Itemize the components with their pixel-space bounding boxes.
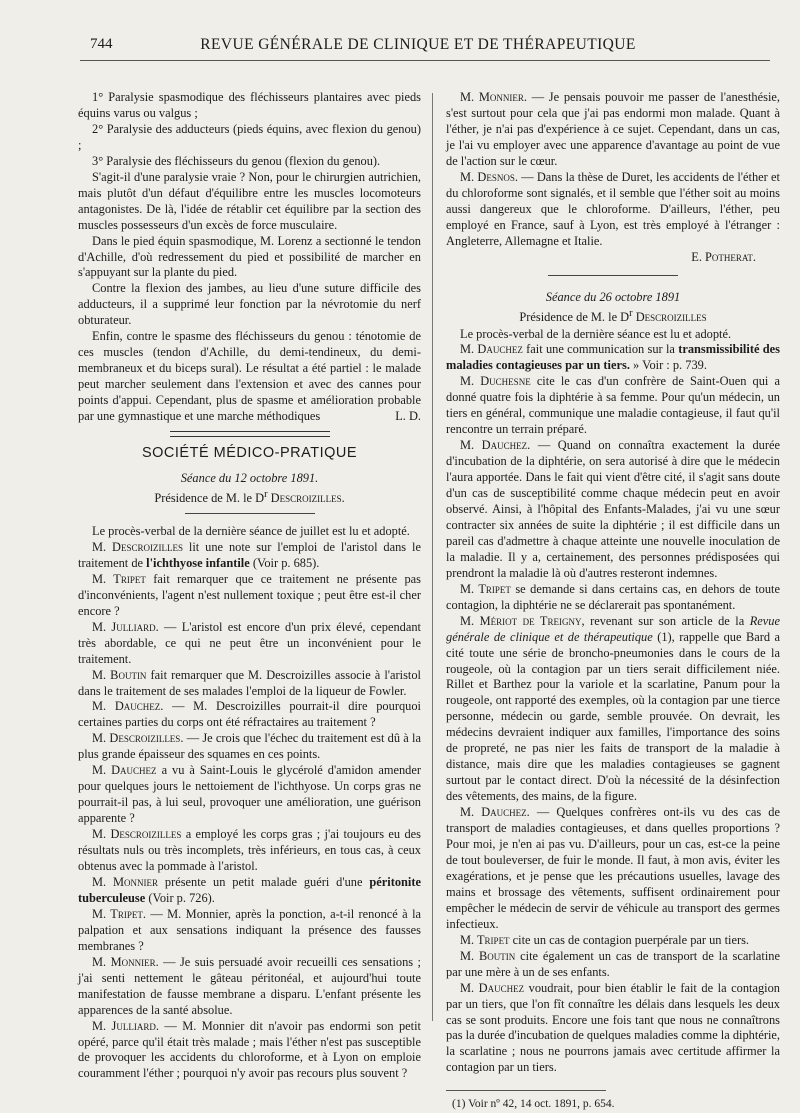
speaker: M. Tripet [460,932,510,947]
paragraph [446,170,780,250]
speaker: M. Dauchez. [92,699,164,714]
text: fait une communication sur la [526,342,675,357]
text: revenant sur son article de la [590,613,745,628]
paragraph-text: Enfin, contre le spasme des fléchisseurs du genou : ténotomie de ces muscles (tendon d'Achille, du demi-tendineux, du demi-membraneux et du biceps sural). Le résultat a été partiel : le malade peut marcher seulement dans l'extension et avec des cannes pour points d'appui. Cependant, plus de spasme et amélioration probable par une gymnastique et une marche méthodiques [78,329,421,424]
topic-bold: l'ichthyose infantile [146,555,250,570]
paragraph [446,949,780,981]
speaker: M. Dauchez. [460,438,531,453]
column-divider [432,93,433,1021]
presidence-prefix: Présidence de M. le D [154,491,265,506]
speaker: M. Tripet [460,581,511,596]
speaker: M. Monnier [92,874,158,889]
page-header [78,36,758,58]
speaker: M. Monnier. [92,954,159,969]
paragraph: S'agit-il d'une paralysie vraie ? Non, pour le chirurgien autrichien, mais plutôt d'un défaut d'équilibre entre les muscles locomoteurs antagonistes. De là, l'idée de rétablir cet équilibre par la section des muscles possesseurs d'un excès de force musculaire. [78,169,421,232]
text: — Quelques confrères ont-ils vu des cas de transport de maladies contagieuses, et dans quelles proportions ? Pour moi, je n'en ai pas vu. D'ailleurs, pour un cas, est-ce la peine de tout bouleverser, de fuir le monde. Il faut, à mon avis, éviter les exagérations, et je pense que les précautions usuelles, lavage des mains et brossage des vêtements, suffisent ordinairement pour empêcher le médecin de servir de véhicule au transport des germes infectieux. [446,805,780,931]
paragraph [446,438,780,582]
text: » Voir : p. 739. [633,358,707,373]
paragraph: Le procès-verbal de la dernière séance de juillet est lu et adopté. [92,524,410,538]
short-rule [548,275,678,276]
paragraph [78,329,421,425]
journal-title: Revue générale de clinique et de thérapeutique [446,613,780,644]
paragraph [78,572,421,620]
speaker: M. Descroizilles. [92,731,184,746]
society-title: SOCIÉTÉ MÉDICO-PRATIQUE [141,445,358,462]
text: — Dans la thèse de Duret, les accidents de l'éther et du chloroforme sont signalés, et il semble que l'éther soit au moins aussi dangereux que le chloroforme. D'ailleurs, l'éther, peu employé en France, sauf à Lyon, est très employé à l'étranger : Angleterre, Allemagne et Italie. [446,169,780,248]
paragraph [78,827,421,875]
paragraph [78,699,421,731]
speaker: M. Julliard. [92,1018,159,1033]
paragraph: Dans le pied équin spasmodique, M. Lorenz a sectionné le tendon d'Achille, d'où redressement du pied et possibilité de marcher en s'appuyant sur la plante du pied. [78,233,421,280]
text: (1), rappelle que Bard a cité toute une série de broncho-pneumonies dans le cours de la rougeole, où la contagion par un tiers serait difficilement niée. Rillet et Barthez pour la variole et la scarlatine, Panum pour la rougeole, ont rapporté des exemples, où la contagion par une tierce personne, médecin ou garde, semble prouvée. On devrait, les médecins devraient indiquer aux familles, l'importance des soins de propreté, ne pas nier les faits de transport de la maladie à distance, mais dire que les maladies contagieuses se gagnent surtout par le contact direct. D'où la nécessité de la désinfection des vêtements, des mains, de la figure. [446,629,780,804]
speaker: M. Boutin [460,948,516,963]
text: a vu à Saint-Louis le glycérolé d'amidon amender pour quelques jours le nettoiement de l'ichthyose. Un corps gras ne pourrait-il pas, à lui seul, provoquer une amélioration, une guérison apparente ? [78,763,421,826]
right-column [446,90,780,1113]
paragraph [446,374,780,438]
speaker: M. Dauchez [92,763,157,778]
author-signature: E. Potherat. [691,249,756,264]
text: (Voir p. 726). [148,890,215,905]
topic-bold: transmissibilité des maladies contagieuses par un tiers. [446,342,780,373]
speaker: M. Duchesne [460,374,531,389]
footnote: (1) Voir nº 42, 14 oct. 1891, p. 654. [452,1098,615,1111]
paragraph [446,805,780,933]
seance-date: Séance du 12 octobre 1891. [180,470,319,485]
paragraph [446,933,780,949]
text: fait remarquer que M. Descroizilles associe à l'aristol dans le traitement de ses malades l'emploi de la liqueur de Fowler. [78,667,421,698]
paragraph [78,955,421,1019]
paragraph [78,668,421,700]
speaker: M. Dauchez [460,980,525,995]
speaker: M. Descroizilles [92,827,182,842]
paragraph: Le procès-verbal de la dernière séance est lu et adopté. [460,326,732,341]
section-ornament [78,427,421,441]
text: cite un cas de contagion puerpérale par un tiers. [512,932,750,947]
presidence-sup: r [629,308,633,320]
text: présente un petit malade guéri d'une [164,874,363,889]
text: fait remarquer que ce traitement ne présente pas d'inconvénients, l'agent n'est nullement toxique ; peut être est-il cher encore ? [78,571,421,618]
running-title: REVUE GÉNÉRALE DE CLINIQUE ET DE THÉRAPEUTIQUE [200,36,636,53]
speaker: M. Tripet. [92,906,146,921]
speaker: M. Dauchez. [460,805,530,820]
paragraph: 2° Paralysie des adducteurs (pieds équins, avec flexion du genou) ; [78,121,421,152]
paragraph: 3° Paralysie des fléchisseurs du genou (flexion du genou). [92,153,381,168]
speaker: M. Julliard. [92,619,159,634]
left-column [78,90,421,1082]
seance-date: Séance du 26 octobre 1891 [545,290,681,305]
text: — Je pensais pouvoir me passer de l'anesthésie, s'est surtout pour cela que j'ai pas endormi mon malade. Quant à l'éther, je n'ai pas d'expérience à ce sujet. Cependant, dans un cas, je l'ai vu employer avec une apparence d'avantage au point de vue de l'action sur le cœur. [446,90,780,168]
speaker: M. Mériot de Treigny, [460,613,585,628]
text: a employé les corps gras ; j'ai toujours eu des résultats nuls ou très incomplets, très inférieurs, en tous cas, à ceux obtenus avec la pommade à l'aristol. [78,827,421,874]
page-number: 744 [90,36,113,52]
footnote-rule [446,1090,606,1091]
short-rule [185,513,315,514]
speaker: M. Desnos. [460,169,518,184]
text: — M. Monnier dit n'avoir pas endormi son petit opéré, parce qu'il était très malade ; mais l'éther n'est pas susceptible de provoquer les accidents du chloroforme, et à Lyon on emploie couramment l'éther ; pourquoi n'y avoir pas recours plus souvent ? [78,1018,421,1081]
presidence-prefix: Présidence de M. le D [519,310,630,325]
paragraph: 1° Paralysie spasmodique des fléchisseurs plantaires avec pieds équins varus ou valgus ; [78,90,421,120]
text: — Je suis persuadé avoir recueilli ces sensations ; j'ai senti nettement le gâteau péritonéal, et aujourd'hui toute manifestation de fausse membrane a disparu. L'enfant présente les apparences de la santé absolue. [78,954,421,1017]
text: se demande si dans certains cas, en dehors de toute contagion, la diphtérie ne se déclarerait pas spontanément. [446,581,780,612]
paragraph [78,763,421,827]
paragraph [78,1019,421,1083]
text: — L'aristol est encore d'un prix élevé, cependant très abordable, ce qui ne peut être un inconvénient pour le traitement. [78,619,421,666]
presidence-name: Descroizilles. [270,491,345,506]
paragraph [78,875,421,907]
text: cite également un cas de transport de la scarlatine par une mère à un de ses enfants. [446,948,780,979]
presidence-line [78,487,421,507]
presidence-line [446,306,780,326]
text: cite le cas d'un confrère de Saint-Ouen qui a donné quatre fois la diphtérie à sa femme. Pour qu'un médecin, un tiers en général, communique une maladie contagieuse, il faut qu'il rencontre un terrain préparé. [446,374,780,437]
presidence-sup: r [264,488,268,500]
paragraph [446,90,780,170]
paragraph [446,342,780,374]
text: — Quand on connaîtra exactement la durée d'incubation de la diphtérie, on sera autorisé à dire que le médecin l'aura apportée. Dans le fait qui vient d'être cité, il s'agit sans doute d'un cas de susceptibilité comme chaque médecin peut en avoir observé. Ainsi, à l'hôpital des Enfants-Malades, j'ai vu une sœur contracter six années de suite la diphtérie ; il est difficile dans un pareil cas d'admettre à chaque atteinte une nouvelle inoculation de la maladie. Il y a, certainement, des personnes prédisposées qui prendront la maladie là où d'autres resteront indemnes. [446,438,780,580]
paragraph [446,614,780,805]
text: lit une note sur l'emploi de l'aristol dans le traitement de [78,539,421,570]
speaker: M. Descroizilles [92,539,183,554]
topic-bold: péritonite tuberculeuse [78,874,421,905]
paragraph [446,582,780,614]
text: (Voir p. 685). [252,555,320,570]
text: — M. Monnier, après la ponction, a-t-il renoncé à la palpation et aux sensations indiquant la présence des fausses membranes ? [78,906,422,953]
speaker: M. Dauchez [460,342,523,357]
paragraph [78,731,421,763]
header-rule [80,60,770,61]
paragraph: Contre la flexion des jambes, au lieu d'une suture difficile des adducteurs, il a supprimé leur fonction par la névrotomie du nerf obturateur. [78,281,421,328]
speaker: M. Monnier. [460,90,527,104]
paragraph [78,540,421,572]
paragraph [78,907,421,955]
paragraph [78,620,421,668]
author-signature: L. D. [395,409,421,424]
paragraph [446,981,780,1077]
text: — M. Descroizilles pourrait-il dire pourquoi certaines parties du corps ont été réfractaires au traitement ? [78,699,421,730]
text: voudrait, pour bien établir le fait de la contagion par un tiers, que l'on fît connaître les délais dans lesquels les deux cas se sont produits. Encore une fois tant que nous ne connaîtrons pas la durée d'incubation de quelques maladies comme la diphtérie, la scarlatine ; nous ne pourrons jamais avec certitude affirmer la contagion par un tiers. [446,980,780,1075]
presidence-name: Descroizilles [635,310,707,325]
text: — Je crois que l'échec du traitement est dû à la plus grande épaisseur des squames en ces points. [78,731,421,762]
double-rule [170,431,330,437]
speaker: M. Boutin [92,667,147,682]
speaker: M. Tripet [92,571,146,586]
